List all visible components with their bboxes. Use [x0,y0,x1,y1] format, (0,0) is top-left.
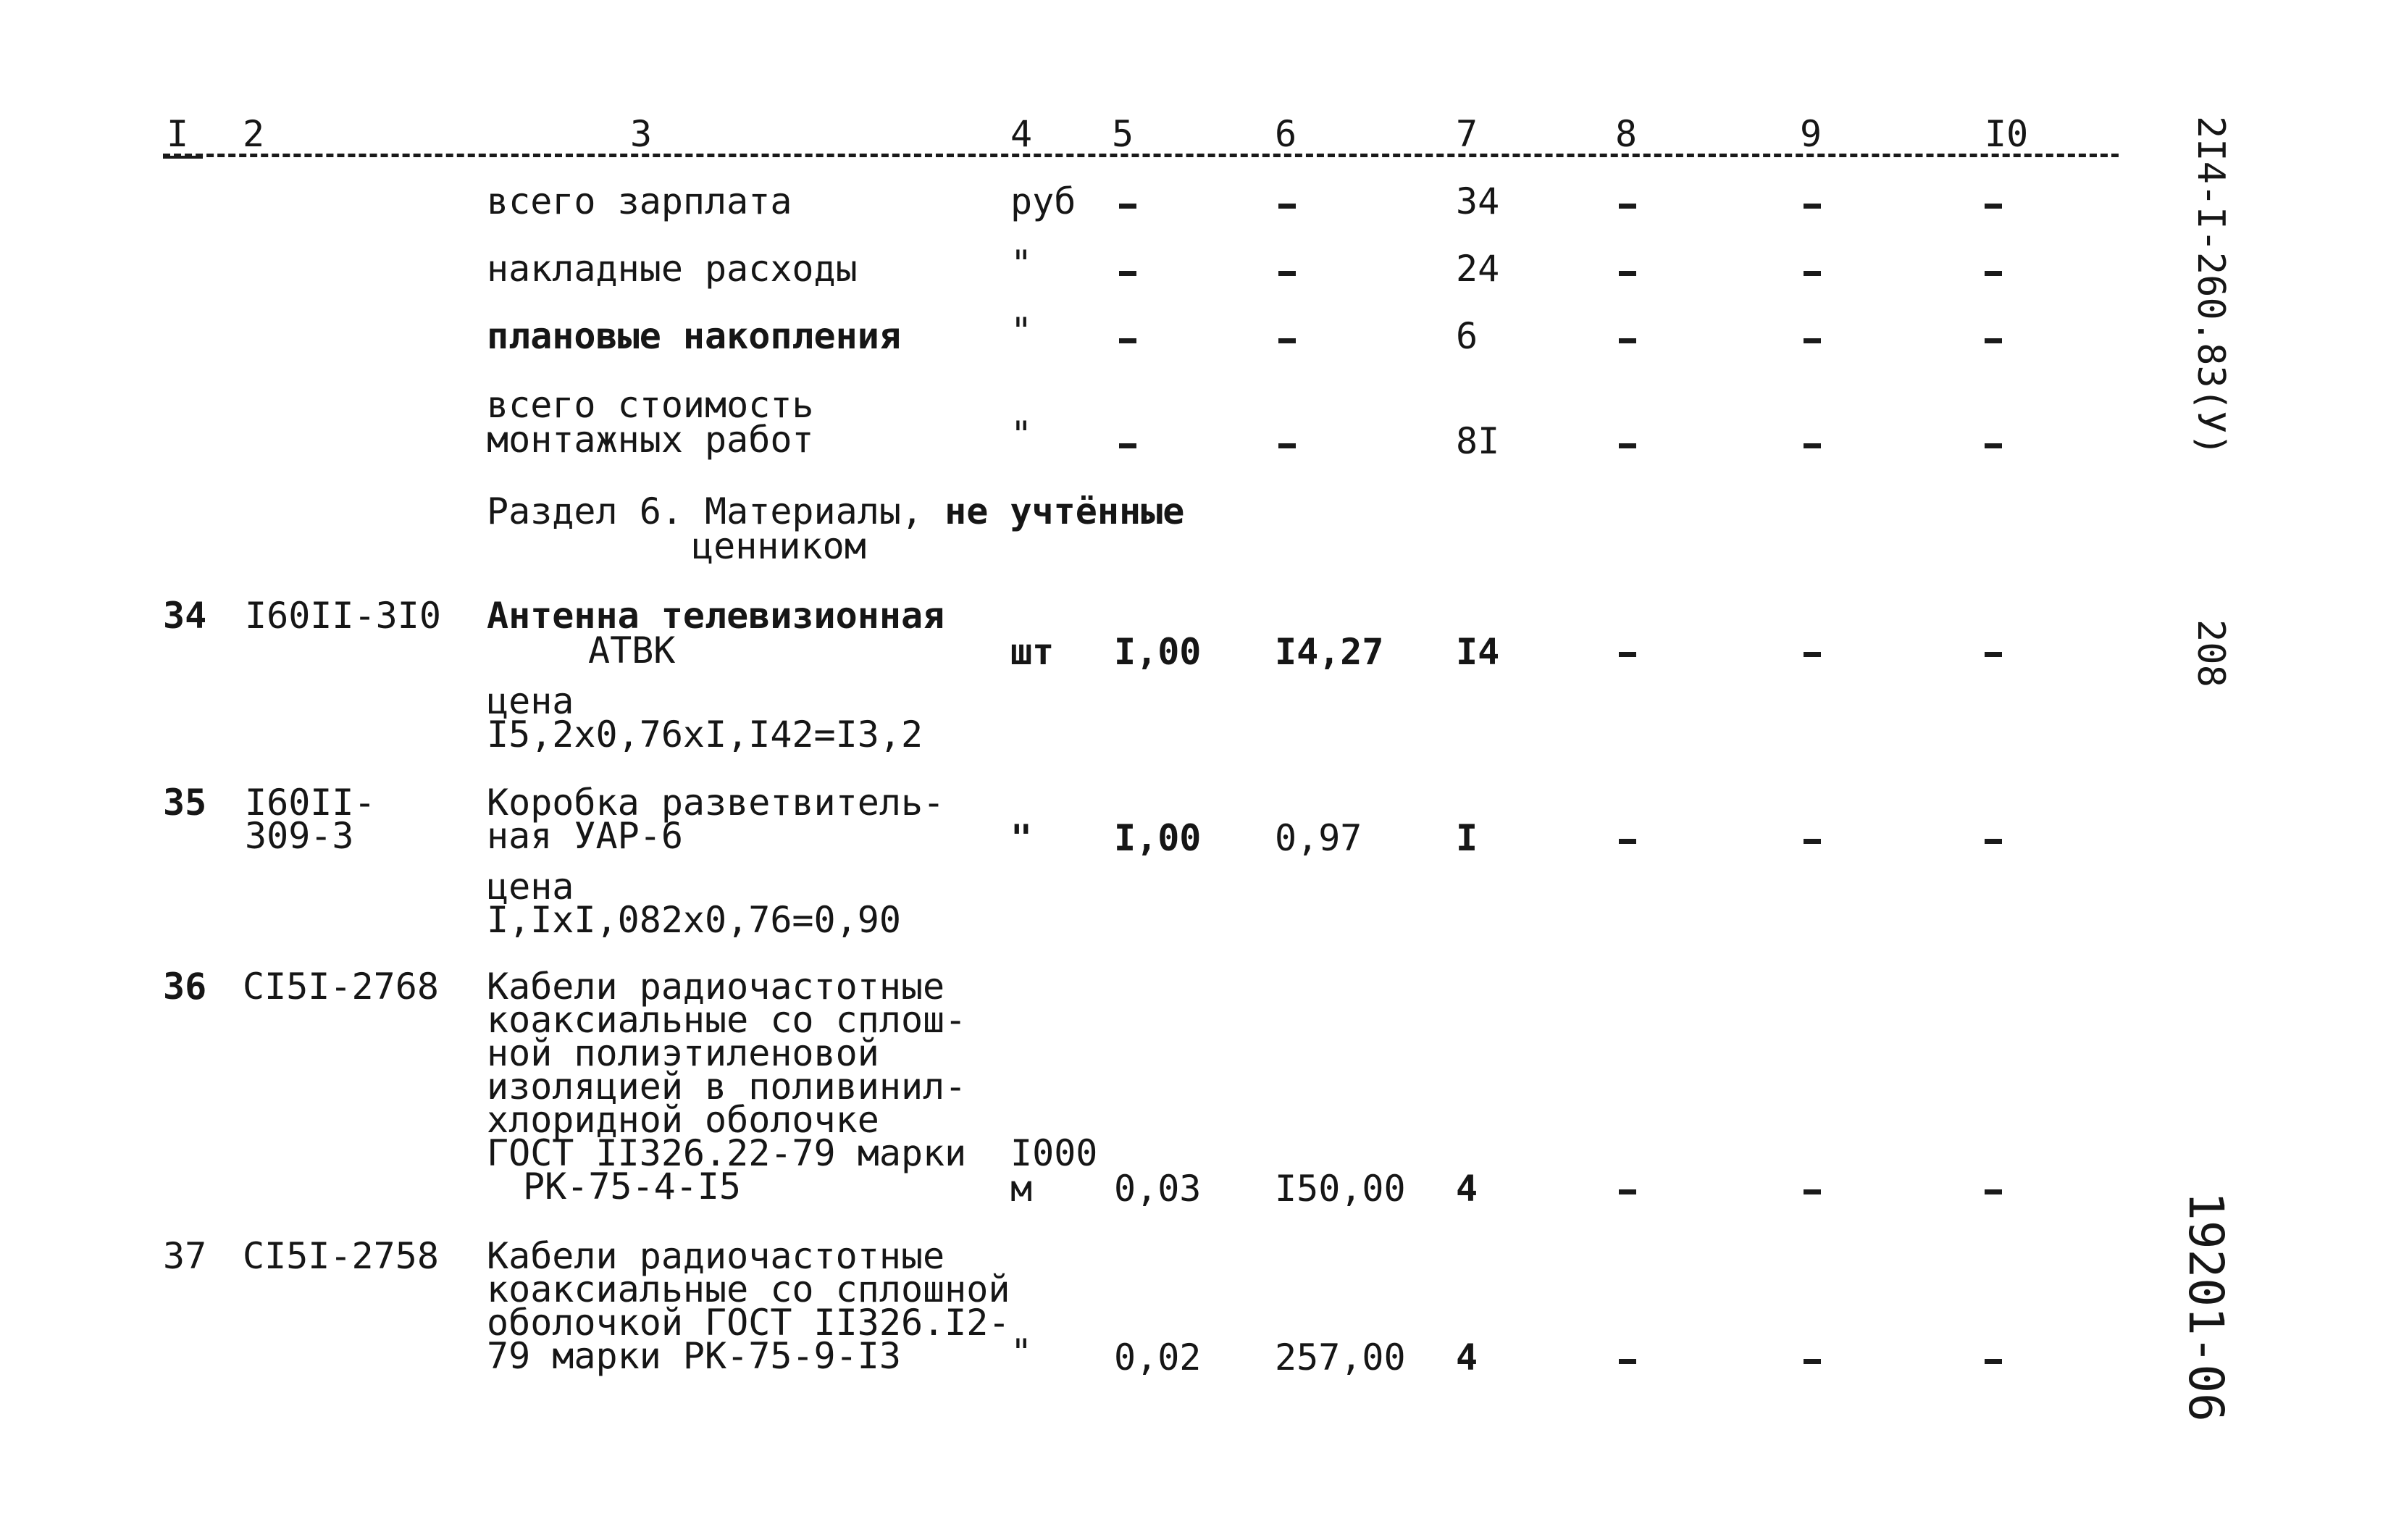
item-number: 34 [163,595,207,637]
header-divider-stub [163,156,203,159]
dash-mark [1804,204,1821,209]
dash-mark [1619,271,1636,276]
item-description: Коробка разветвитель- [487,782,945,824]
item-total: I [1456,817,1478,859]
dash-mark [1278,443,1296,448]
dash-mark [1804,1189,1821,1194]
dash-mark [1619,443,1636,448]
dash-mark [1119,338,1136,343]
item-description: Кабели радиочастотные [487,1235,945,1277]
dash-mark [1804,1359,1821,1364]
column-header-10: I0 [1985,113,2029,155]
row-description: плановые накопления [487,315,901,357]
header-divider [163,154,2119,157]
item-number: 36 [163,966,207,1008]
dash-mark [1278,338,1296,343]
row-unit: " [1010,310,1033,352]
dash-mark [1985,839,2002,844]
item-unit: шт [1010,631,1055,673]
dash-mark [1804,652,1821,657]
dash-mark [1619,1189,1636,1194]
dash-mark [1804,271,1821,276]
dash-mark [1119,443,1136,448]
row-unit: " [1010,414,1033,456]
column-header-4: 4 [1010,113,1033,155]
dash-mark [1985,1189,2002,1194]
item-code: 309-3 [245,815,354,857]
item-description: РК-75-4-I5 [523,1166,742,1208]
column-header-6: 6 [1275,113,1297,155]
item-total: I4 [1456,631,1500,673]
item-description: хлоридной оболочке [487,1099,879,1141]
item-number: 35 [163,782,207,824]
item-price: I4,27 [1275,631,1384,673]
stamp-number: 19201-06 [2178,1192,2234,1422]
item-note: цена [487,866,574,908]
section-title-line2: ценником [692,525,866,567]
document-code: 2I4-I-260.83(У) [2189,116,2232,456]
row-description: всего стоимость [487,384,814,426]
item-quantity: I,00 [1114,631,1202,673]
row-unit: руб [1010,180,1076,222]
item-unit: I000 [1010,1132,1098,1174]
row-unit: " [1010,243,1033,285]
dash-mark [1119,204,1136,209]
item-quantity: 0,02 [1114,1336,1202,1378]
dash-mark [1619,1359,1636,1364]
column-header-5: 5 [1112,113,1134,155]
item-description: ной полиэтиленовой [487,1032,879,1074]
item-note: цена [487,680,574,722]
dash-mark [1985,204,2002,209]
dash-mark [1619,652,1636,657]
page-number: 208 [2189,619,2232,687]
dash-mark [1804,839,1821,844]
item-total: 4 [1456,1168,1478,1210]
column-header-3: 3 [630,113,653,155]
dash-mark [1985,443,2002,448]
item-number: 37 [163,1235,207,1277]
dash-mark [1278,204,1296,209]
section-title: Раздел 6. Материалы, [487,490,923,532]
dash-mark [1804,338,1821,343]
row-description: всего зарплата [487,180,792,222]
dash-mark [1619,204,1636,209]
item-description: Кабели радиочастотные [487,966,945,1008]
item-price: 0,97 [1275,817,1362,859]
section-title-bold: не учтённые [923,490,1185,532]
item-description: коаксиальные со сплошной [487,1268,1010,1310]
item-note: I5,2x0,76xI,I42=I3,2 [487,713,923,756]
row-total: 24 [1456,248,1500,290]
column-header-1: I [167,113,189,155]
dash-mark [1985,338,2002,343]
item-note: I,IxI,082x0,76=0,90 [487,899,901,941]
item-description: АТВК [588,629,676,671]
item-description: ГОСТ II326.22-79 марки [487,1132,967,1174]
row-description: накладные расходы [487,248,858,290]
row-total: 34 [1456,180,1500,222]
item-description: изоляцией в поливинил- [487,1066,967,1108]
item-code: I60II- [245,782,376,824]
item-code: CI5I-2768 [243,966,439,1008]
item-unit: " [1010,1331,1033,1373]
column-header-7: 7 [1456,113,1478,155]
item-price: 257,00 [1275,1336,1406,1378]
item-description: коаксиальные со сплош- [487,999,967,1041]
row-description: монтажных работ [487,419,814,461]
item-description: 79 марки РК-75-9-I3 [487,1335,901,1377]
dash-mark [1985,652,2002,657]
item-quantity: 0,03 [1114,1168,1202,1210]
dash-mark [1985,1359,2002,1364]
column-header-8: 8 [1615,113,1638,155]
dash-mark [1119,271,1136,276]
item-code: CI5I-2758 [243,1235,439,1277]
row-total: 8I [1456,420,1500,462]
row-total: 6 [1456,315,1478,357]
item-description: Антенна телевизионная [487,595,945,637]
dash-mark [1278,271,1296,276]
item-unit: м [1010,1168,1033,1210]
column-header-2: 2 [243,113,265,155]
dash-mark [1985,271,2002,276]
dash-mark [1619,338,1636,343]
item-description: оболочкой ГОСТ II326.I2- [487,1302,1010,1344]
dash-mark [1619,839,1636,844]
item-quantity: I,00 [1114,817,1202,859]
column-header-9: 9 [1800,113,1822,155]
dash-mark [1804,443,1821,448]
item-total: 4 [1456,1336,1478,1378]
item-description: ная УАР-6 [487,815,683,857]
item-code: I60II-3I0 [245,595,441,637]
item-unit: " [1010,817,1033,859]
item-price: I50,00 [1275,1168,1406,1210]
